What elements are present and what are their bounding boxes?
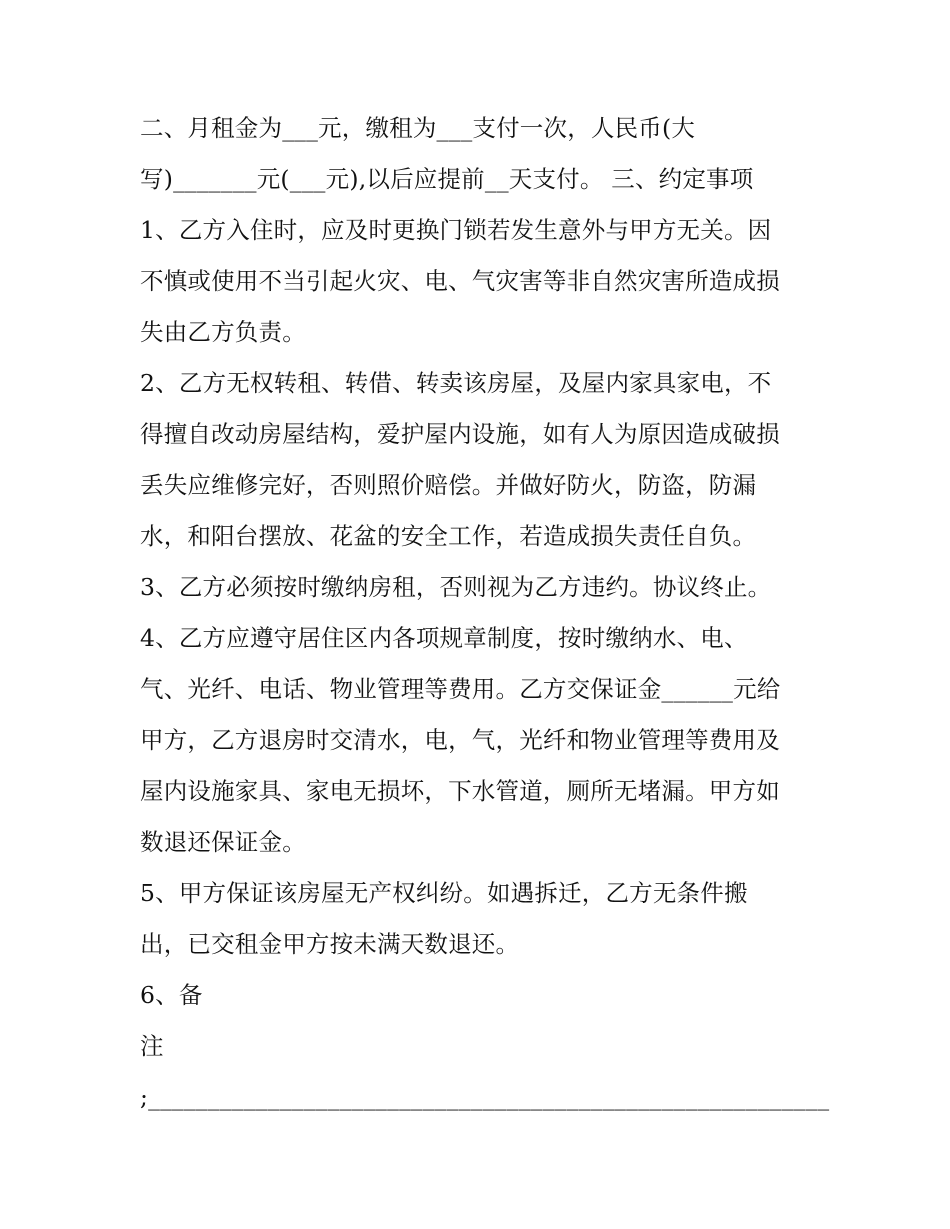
text-line-rent-amount: 二、月租金为___元，缴租为___支付一次，人民币(大	[140, 114, 696, 142]
text-line-clause-2d: 水，和阳台摆放、花盆的安全工作，若造成损失责任自负。	[140, 522, 757, 550]
text-line-clause-6a: 6、备	[140, 981, 203, 1009]
text-line-clause-4b: 气、光纤、电话、物业管理等费用。乙方交保证金______元给	[140, 675, 781, 703]
text-line-clause-5a: 5、甲方保证该房屋无产权纠纷。如遇拆迁，乙方无条件搬	[140, 879, 748, 907]
document-page	[140, 103, 830, 1123]
text-line-remarks-blank: ;_________________________________________________________	[140, 1083, 830, 1111]
text-line-clause-2b: 得擅自改动房屋结构，爱护屋内设施，如有人为原因造成破损	[140, 420, 780, 448]
text-line-clause-6b: 注	[140, 1032, 164, 1060]
text-line-clause-4a: 4、乙方应遵守居住区内各项规章制度，按时缴纳水、电、	[140, 624, 748, 652]
text-line-clause-2c: 丢失应维修完好，否则照价赔偿。并做好防火，防盗，防漏	[140, 471, 757, 499]
text-line-clause-1c: 失由乙方负责。	[140, 318, 306, 346]
text-line-clause-4d: 屋内设施家具、家电无损坏，下水管道，厕所无堵漏。甲方如	[140, 777, 780, 805]
text-line-clause-3: 3、乙方必须按时缴纳房租，否则视为乙方违约。协议终止。	[140, 573, 772, 601]
text-line-clause-4e: 数退还保证金。	[140, 828, 306, 856]
text-line-clause-1b: 不慎或使用不当引起火灾、电、气灾害等非自然灾害所造成损	[140, 267, 780, 295]
text-line-clause-1a: 1、乙方入住时，应及时更换门锁若发生意外与甲方无关。因	[140, 216, 772, 244]
text-line-rent-payment: 写)_______元(___元),以后应提前__天支付。 三、约定事项	[140, 165, 754, 193]
text-line-clause-4c: 甲方，乙方退房时交清水，电，气，光纤和物业管理等费用及	[140, 726, 780, 754]
text-line-clause-2a: 2、乙方无权转租、转借、转卖该房屋，及屋内家具家电，不	[140, 369, 772, 397]
text-line-clause-5b: 出，已交租金甲方按未满天数退还。	[140, 930, 520, 958]
